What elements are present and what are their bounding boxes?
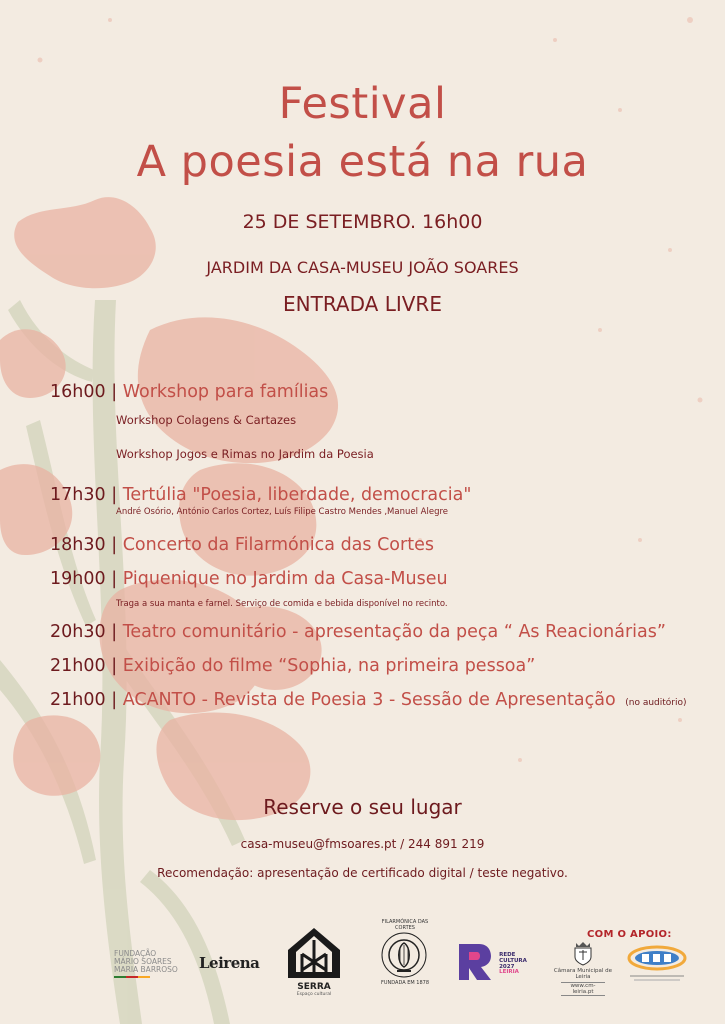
tertulia-participants: André Osório, António Carlos Cortez, Luís Filipe Castro Mendes ,Manuel Alegre [116, 507, 449, 517]
camara-municipal-logo [551, 942, 615, 996]
camara-url: www.cm-leiria.pt [561, 982, 605, 996]
program-time: 17h30 [50, 485, 106, 505]
separator: | [111, 622, 118, 642]
rede-r-icon [457, 944, 491, 980]
program-title: Exibição do filme “Sophia, na primeira pessoa” [122, 656, 536, 676]
program-item-teatro [50, 622, 666, 642]
program-title: Tertúlia "Poesia, liberdade, democracia" [122, 485, 472, 505]
workshop-sub-2: Workshop Jogos e Rimas no Jardim da Poesia [116, 447, 374, 461]
filarmonica-emblem-icon [375, 925, 433, 987]
recommendation-text: Recomendação: apresentação de certificado digital / teste negativo. [157, 866, 568, 880]
rede-line1: REDE [499, 952, 516, 958]
program-item-filme [50, 656, 535, 676]
filarmonica-bottom-text: FUNDADA EM 1878 [380, 980, 430, 986]
contact-info: casa-museu@fmsoares.pt / 244 891 219 [240, 837, 485, 851]
program-item-acanto [50, 690, 687, 710]
program-item-workshop [50, 382, 328, 402]
fundacao-line3: MARIA BARROSO [114, 964, 178, 974]
festival-title-line1: Festival [278, 79, 447, 129]
reserve-heading: Reserve o seu lugar [263, 795, 462, 819]
workshop-sub-1: Workshop Colagens & Cartazes [116, 413, 297, 427]
separator: | [111, 656, 118, 676]
program-time: 21h00 [50, 690, 106, 710]
camara-crest-icon [572, 942, 594, 966]
flag-stripe [114, 976, 150, 978]
support-label: COM O APOIO: [587, 929, 672, 940]
freguesia-logo [626, 944, 688, 988]
event-venue: JARDIM DA CASA-MUSEU JOÃO SOARES [206, 258, 519, 277]
event-date: 25 DE SETEMBRO. 16h00 [242, 211, 483, 233]
program-title: ACANTO - Revista de Poesia 3 - Sessão de Apresentação [122, 690, 616, 710]
separator: | [111, 485, 118, 505]
serra-logo [282, 926, 346, 997]
program-note: (no auditório) [625, 698, 687, 708]
serra-name: SERRA [297, 982, 331, 992]
freguesia-emblem-icon [626, 944, 688, 984]
program-time: 16h00 [50, 382, 106, 402]
rede-line4: LEIRIA [499, 969, 519, 976]
fundacao-mario-soares-logo [114, 950, 184, 978]
rede-cultura-logo [457, 944, 527, 980]
program-time: 18h30 [50, 535, 106, 555]
festival-title-line2: A poesia está na rua [136, 137, 589, 187]
serra-sub: Espaço cultural [296, 992, 332, 997]
program-time: 21h00 [50, 656, 106, 676]
filarmonica-top-text: FILARMÓNICA DAS CORTES [381, 919, 429, 931]
rede-line3: 2027 [499, 963, 515, 970]
camara-name: Câmara Municipal de Leiria [553, 968, 613, 980]
serra-house-icon [286, 926, 342, 980]
rede-line2: CULTURA [499, 957, 527, 964]
separator: | [111, 569, 118, 589]
piquenique-note: Traga a sua manta e farnel. Serviço de comida e bebida disponível no recinto. [116, 599, 448, 609]
separator: | [111, 535, 118, 555]
entry-info: ENTRADA LIVRE [283, 292, 442, 316]
program-item-piquenique [50, 569, 448, 589]
fundacao-line2: MÁRIO SOARES [114, 956, 172, 966]
program-title: Workshop para famílias [122, 382, 329, 402]
program-title: Teatro comunitário - apresentação da peça “ As Reacionárias” [122, 622, 666, 642]
leirena-logo: Leirena [199, 954, 260, 972]
program-time: 19h00 [50, 569, 106, 589]
fundacao-line1: FUNDAÇÃO [114, 949, 157, 958]
program-item-concerto [50, 535, 434, 555]
program-time: 20h30 [50, 622, 106, 642]
program-title: Concerto da Filarmónica das Cortes [122, 535, 434, 555]
program-item-tertulia [50, 485, 471, 505]
separator: | [111, 690, 118, 710]
separator: | [111, 382, 118, 402]
program-title: Piquenique no Jardim da Casa-Museu [122, 569, 448, 589]
